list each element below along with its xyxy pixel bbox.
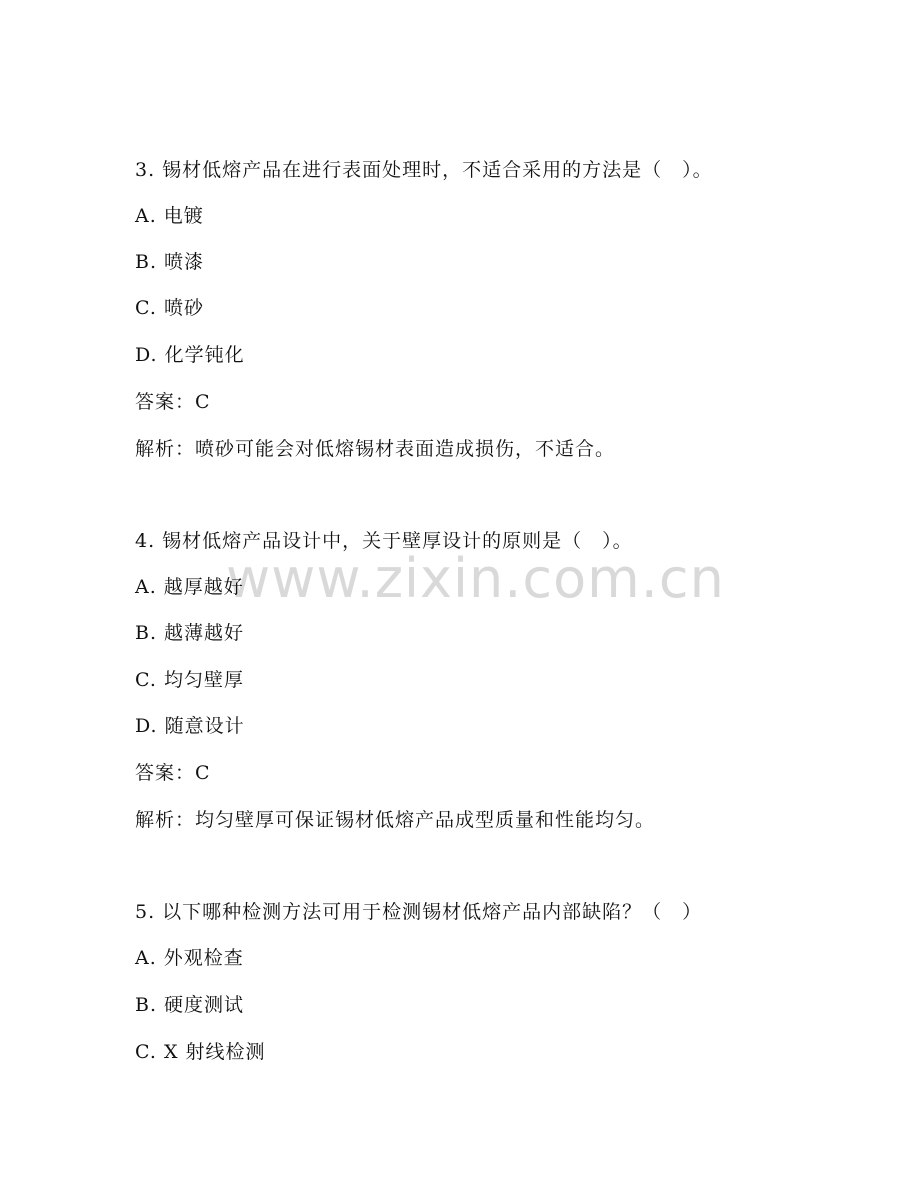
question-3-answer: 答案：C [135, 391, 211, 413]
question-3-option-b: B. 喷漆 [135, 251, 205, 273]
question-3-stem: 3. 锡材低熔产品在进行表面处理时，不适合采用的方法是（ ）。 [135, 159, 713, 181]
question-5-option-a: A. 外观检查 [135, 947, 244, 969]
question-3-option-a: A. 电镀 [135, 205, 204, 227]
question-4-stem: 4. 锡材低熔产品设计中，关于壁厚设计的原则是（ ）。 [135, 530, 633, 552]
question-4-option-c: C. 均匀壁厚 [135, 669, 244, 691]
watermark: www.zixin.com.cn [226, 547, 725, 610]
question-3-option-d: D. 化学钝化 [135, 344, 245, 366]
question-4-analysis: 解析：均匀壁厚可保证锡材低熔产品成型质量和性能均匀。 [135, 809, 656, 831]
question-5-stem: 5. 以下哪种检测方法可用于检测锡材低熔产品内部缺陷？（ ） [135, 901, 703, 923]
question-5-option-b: B. 硬度测试 [135, 994, 245, 1016]
question-4-option-d: D. 随意设计 [135, 715, 245, 737]
question-4-option-b: B. 越薄越好 [135, 622, 245, 644]
question-3-option-c: C. 喷砂 [135, 297, 204, 319]
question-3-analysis: 解析：喷砂可能会对低熔锡材表面造成损伤，不适合。 [135, 438, 616, 460]
question-4-answer: 答案：C [135, 762, 211, 784]
question-4-option-a: A. 越厚越好 [135, 576, 244, 598]
question-5-option-c: C. X 射线检测 [135, 1041, 266, 1063]
